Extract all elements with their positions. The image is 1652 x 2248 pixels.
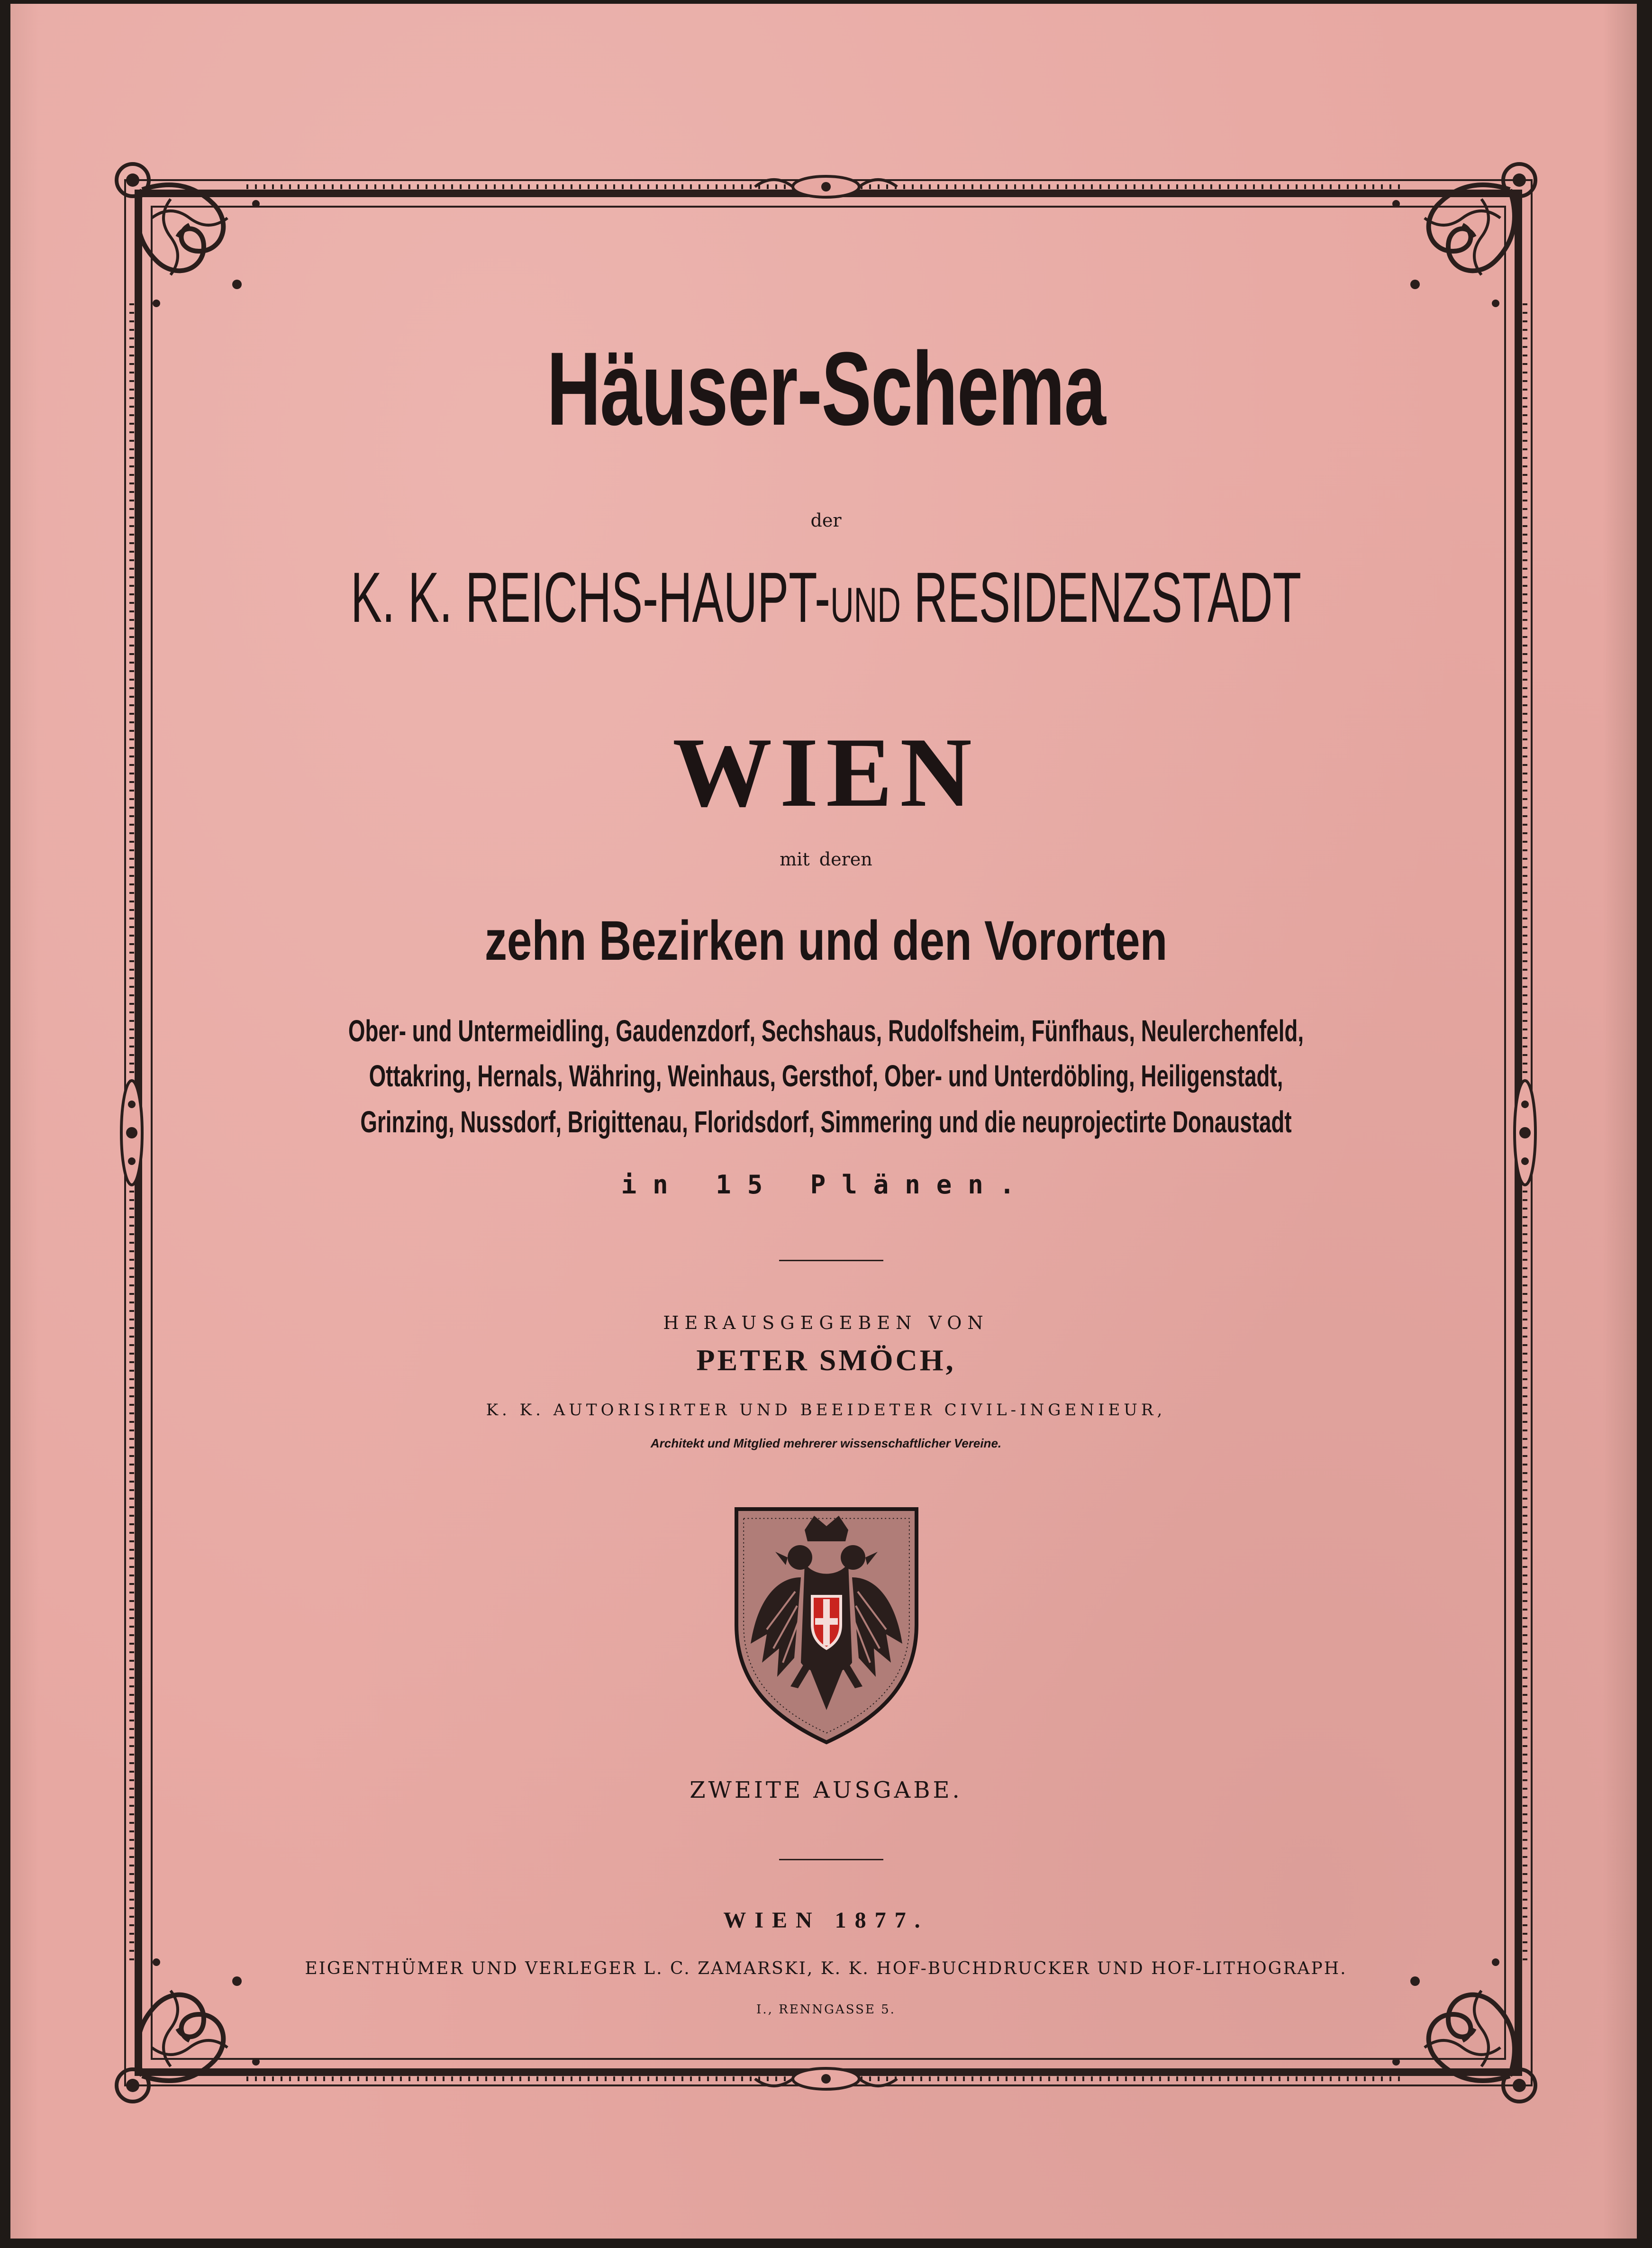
publisher-line: EIGENTHÜMER UND VERLEGER L. C. ZAMARSKI, K. K. HOF-BUCHDRUCKER UND HOF-LITHOGRAPH. bbox=[305, 1959, 1347, 1978]
suburbs-line: Grinzing, Nussdorf, Brigittenau, Floridsdorf, Simmering und die neuprojectirte Donaustadt bbox=[360, 1105, 1292, 1139]
editor-label: HERAUSGEGEBEN VON bbox=[663, 1312, 989, 1333]
city-und: UND bbox=[830, 578, 901, 633]
city-part-1: K. K. REICHS-HAUPT- bbox=[350, 557, 831, 637]
author-title: K. K. AUTORISIRTER UND BEEIDETER CIVIL-INGENIEUR, bbox=[486, 1401, 1166, 1420]
city-name: WIEN bbox=[672, 718, 980, 828]
connector-mit-deren: mit deren bbox=[780, 849, 872, 870]
author-name: PETER SMÖCH, bbox=[696, 1343, 956, 1377]
districts-heading: zehn Bezirken und den Vororten bbox=[484, 910, 1168, 972]
connector-der: der bbox=[810, 510, 842, 531]
city-designation bbox=[281, 559, 1371, 643]
suburbs-line: Ober- und Untermeidling, Gaudenzdorf, Sechshaus, Rudolfsheim, Fünfhaus, Neulerchenfeld, bbox=[348, 1014, 1304, 1048]
author-note: Architekt und Mitglied mehrerer wissenschaftlicher Vereine. bbox=[650, 1436, 1002, 1450]
publisher-address: I., RENNGASSE 5. bbox=[756, 2002, 896, 2017]
divider-rule bbox=[779, 1859, 883, 1860]
plan-count: in 15 Plänen. bbox=[621, 1170, 1031, 1200]
suburbs-line: Ottakring, Hernals, Währing, Weinhaus, Gersthof, Ober- und Unterdöbling, Heiligenstadt, bbox=[369, 1059, 1283, 1093]
divider-rule bbox=[779, 1260, 883, 1261]
main-title: Häuser-Schema bbox=[546, 330, 1106, 447]
edition-label: ZWEITE AUSGABE. bbox=[690, 1777, 962, 1803]
place-and-year: WIEN 1877. bbox=[723, 1908, 929, 1933]
vienna-coat-of-arms-icon bbox=[734, 1506, 919, 1745]
city-part-2: RESIDENZSTADT bbox=[900, 557, 1302, 637]
